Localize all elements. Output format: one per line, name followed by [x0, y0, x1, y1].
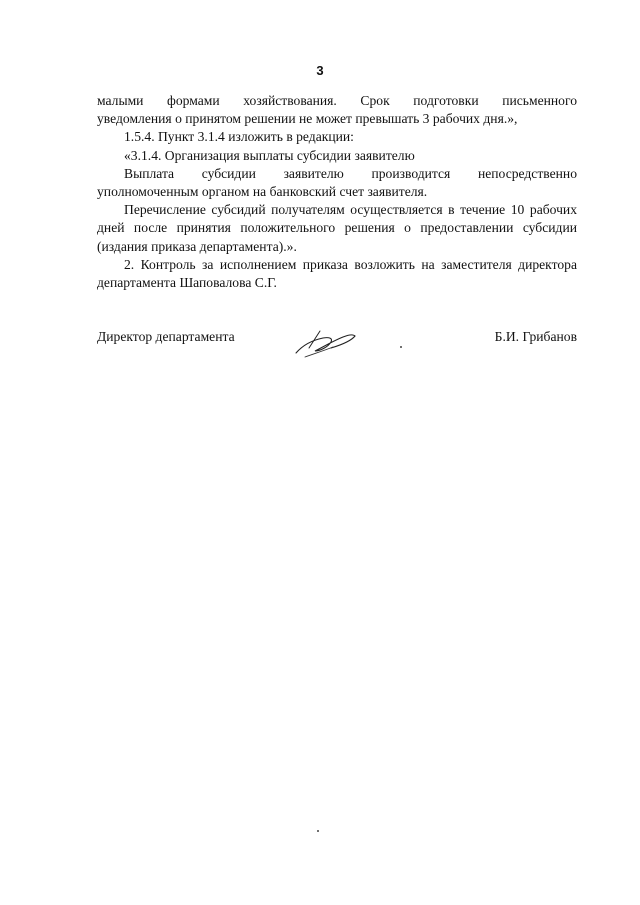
- signatory-title: Директор департамента: [97, 329, 235, 344]
- scan-speck: [317, 830, 319, 832]
- page-number: 3: [316, 63, 324, 78]
- paragraph-clause-3-1-4-heading: «3.1.4. Организация выплаты субсидии заявителю: [124, 147, 415, 163]
- paragraph-clause-1-5-4: 1.5.4. Пункт 3.1.4 изложить в редакции:: [124, 129, 354, 145]
- paragraph-continuation-line-1: малыми формами хозяйствования. Срок подготовки письменного: [97, 93, 577, 108]
- handwritten-signature-icon: [293, 323, 365, 363]
- paragraph-transfer-terms: Перечисление субсидий получателям осуществляется в течение 10 рабочих дней после принятия положительного решения о предоставлении субсидии (издания приказа департамента).».: [97, 202, 577, 254]
- scan-speck: [400, 346, 402, 348]
- paragraph-continuation-line-2: уведомления о принятом решении не может превышать 3 рабочих дня.»,: [97, 111, 518, 127]
- signature-block: [97, 327, 577, 367]
- paragraph-payment: Выплата субсидии заявителю производится непосредственно уполномоченным органом на банковский счет заявителя.: [97, 165, 577, 200]
- signatory-name: Б.И. Грибанов: [494, 329, 577, 344]
- document-body: [97, 92, 577, 292]
- paragraph-control: 2. Контроль за исполнением приказа возложить на заместителя директора департамента Шаповалова С.Г.: [97, 256, 577, 291]
